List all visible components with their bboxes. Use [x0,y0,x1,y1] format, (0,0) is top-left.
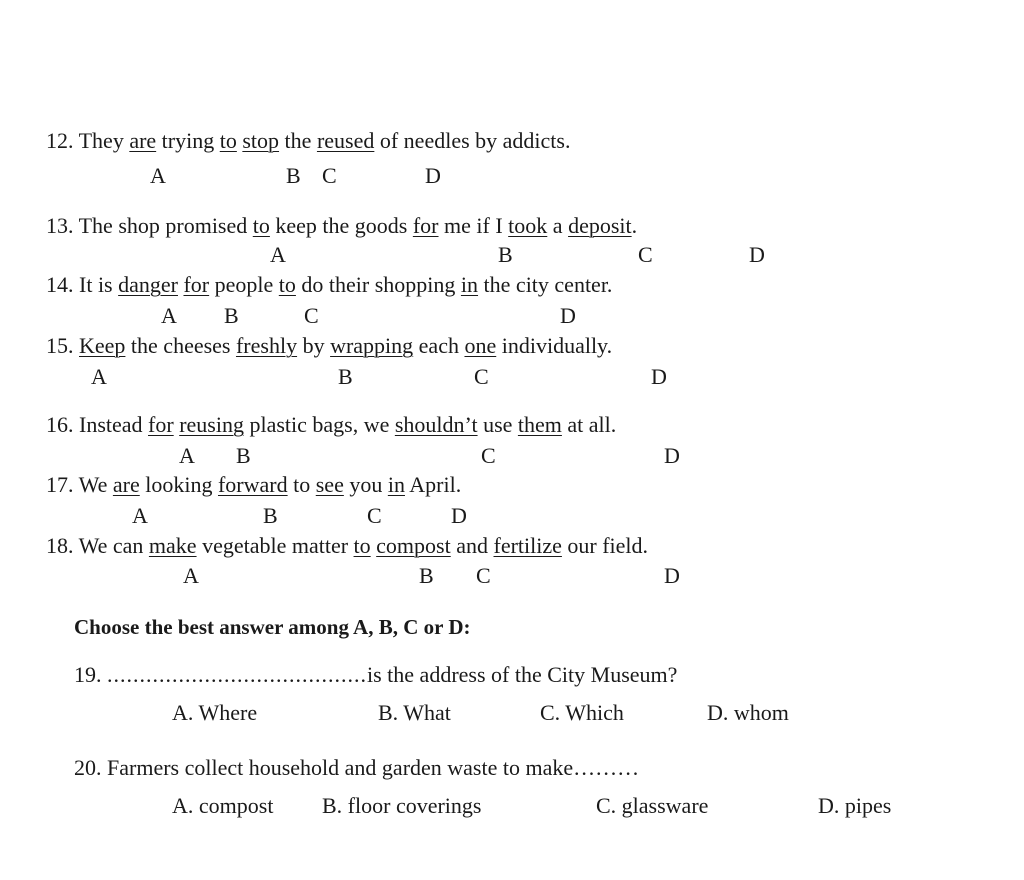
option-letter-c: C [476,563,491,588]
text-segment: . [631,213,638,238]
underlined-option-a: make [148,533,197,558]
option-letter-d: D [664,443,680,468]
text-segment: We [78,472,113,497]
answer-blank: ........................................ [107,662,367,687]
q19-option-a: A. Where [172,700,258,725]
question-13-sentence [46,213,637,239]
option-letter-a: A [161,303,177,328]
option-letter-c: C [367,503,382,528]
question-19-stem [74,662,677,688]
text-segment: me if I [438,213,509,238]
question-number: 17. [46,472,74,497]
text-segment: trying [156,128,220,153]
option-letter-a: A [150,163,166,188]
underlined-option-b: for [412,213,439,238]
question-18-sentence [46,533,648,559]
option-letter-b: B [224,303,239,328]
underlined-option-c: wrapping [330,333,414,358]
option-letter-b: B [263,503,278,528]
underlined-option-d: in [460,272,479,297]
underlined-option-c: shouldn’t [394,412,478,437]
text-segment: Instead [79,412,149,437]
option-letter-a: A [132,503,148,528]
question-number: 13. [46,213,74,238]
option-letter-c: C [638,242,653,267]
option-letter-a: A [183,563,199,588]
text-segment: you [343,472,388,497]
text-segment: the cheeses [125,333,236,358]
question-number: 20. [74,755,102,780]
underlined-option-b: freshly [235,333,298,358]
underlined-option-d: one [464,333,497,358]
question-number: 19. [74,662,102,687]
underlined-option-a: danger [118,272,178,297]
text-segment: a [547,213,569,238]
question-17-sentence [46,472,461,498]
q19-option-b: B. What [378,700,451,725]
question-14-sentence [46,272,612,298]
underlined-option-b: for [183,272,210,297]
question-number: 15. [46,333,74,358]
underlined-option-d: reused [316,128,375,153]
underlined-option-c: stop [242,128,280,153]
underlined-option-a: to [252,213,270,238]
underlined-option-c: to [278,272,296,297]
text-segment: of needles by addicts. [374,128,571,153]
option-letter-d: D [749,242,765,267]
text-segment: It is [79,272,119,297]
question-number: 12. [46,128,74,153]
text-segment: the [279,128,317,153]
text-segment: each [413,333,465,358]
text-segment: our field. [561,533,649,558]
option-letter-c: C [481,443,496,468]
question-text: is the address of the City Museum? [367,662,678,687]
text-segment: and [450,533,494,558]
option-letter-b: B [236,443,251,468]
q20-option-c: C. glassware [596,793,709,818]
underlined-option-b: to [353,533,371,558]
q19-option-d: D. whom [707,700,789,725]
question-15-sentence [46,333,612,359]
text-segment: individually. [496,333,613,358]
option-letter-c: C [322,163,337,188]
option-letter-d: D [651,364,667,389]
underlined-option-c: took [508,213,548,238]
question-16-sentence [46,412,616,438]
option-letter-a: A [270,242,286,267]
q20-option-a: A. compost [172,793,274,818]
question-number: 16. [46,412,74,437]
text-segment: looking [139,472,218,497]
text-segment: We can [78,533,149,558]
q19-option-c: C. Which [540,700,624,725]
option-letter-b: B [498,242,513,267]
question-20-stem [74,755,639,781]
underlined-option-b: to [219,128,237,153]
q20-option-b: B. floor coverings [322,793,482,818]
text-segment: April. [404,472,462,497]
option-letter-c: C [304,303,319,328]
underlined-option-d: deposit [568,213,632,238]
option-letter-d: D [425,163,441,188]
underlined-option-a: for [148,412,174,437]
text-segment: do their shopping [295,272,461,297]
underlined-option-a: Keep [79,333,126,358]
underlined-option-d: them [517,412,562,437]
text-segment: plastic bags, we [243,412,395,437]
text-segment: use [477,412,518,437]
underlined-option-c: see [315,472,344,497]
underlined-option-b: reusing [179,412,244,437]
underlined-option-d: in [387,472,405,497]
underlined-option-a: are [112,472,140,497]
option-letter-b: B [286,163,301,188]
text-segment: to [287,472,316,497]
text-segment: people [209,272,279,297]
question-text: Farmers collect household and garden waste to make……… [107,755,640,780]
text-segment: They [78,128,130,153]
option-letter-d: D [664,563,680,588]
question-12-sentence [46,128,570,154]
option-letter-d: D [451,503,467,528]
underlined-option-c: compost [376,533,451,558]
text-segment: by [297,333,331,358]
question-number: 14. [46,272,74,297]
question-number: 18. [46,533,74,558]
section-heading: Choose the best answer among A, B, C or D: [74,615,471,639]
option-letter-b: B [338,364,353,389]
option-letter-b: B [419,563,434,588]
text-segment: vegetable matter [196,533,354,558]
text-segment: at all. [561,412,617,437]
q20-option-d: D. pipes [818,793,892,818]
text-segment: keep the goods [269,213,413,238]
option-letter-d: D [560,303,576,328]
underlined-option-d: fertilize [493,533,562,558]
underlined-option-a: are [129,128,157,153]
underlined-option-b: forward [217,472,288,497]
text-segment: the city center. [478,272,613,297]
option-letter-a: A [91,364,107,389]
text-segment: The shop promised [78,213,253,238]
option-letter-a: A [179,443,195,468]
option-letter-c: C [474,364,489,389]
